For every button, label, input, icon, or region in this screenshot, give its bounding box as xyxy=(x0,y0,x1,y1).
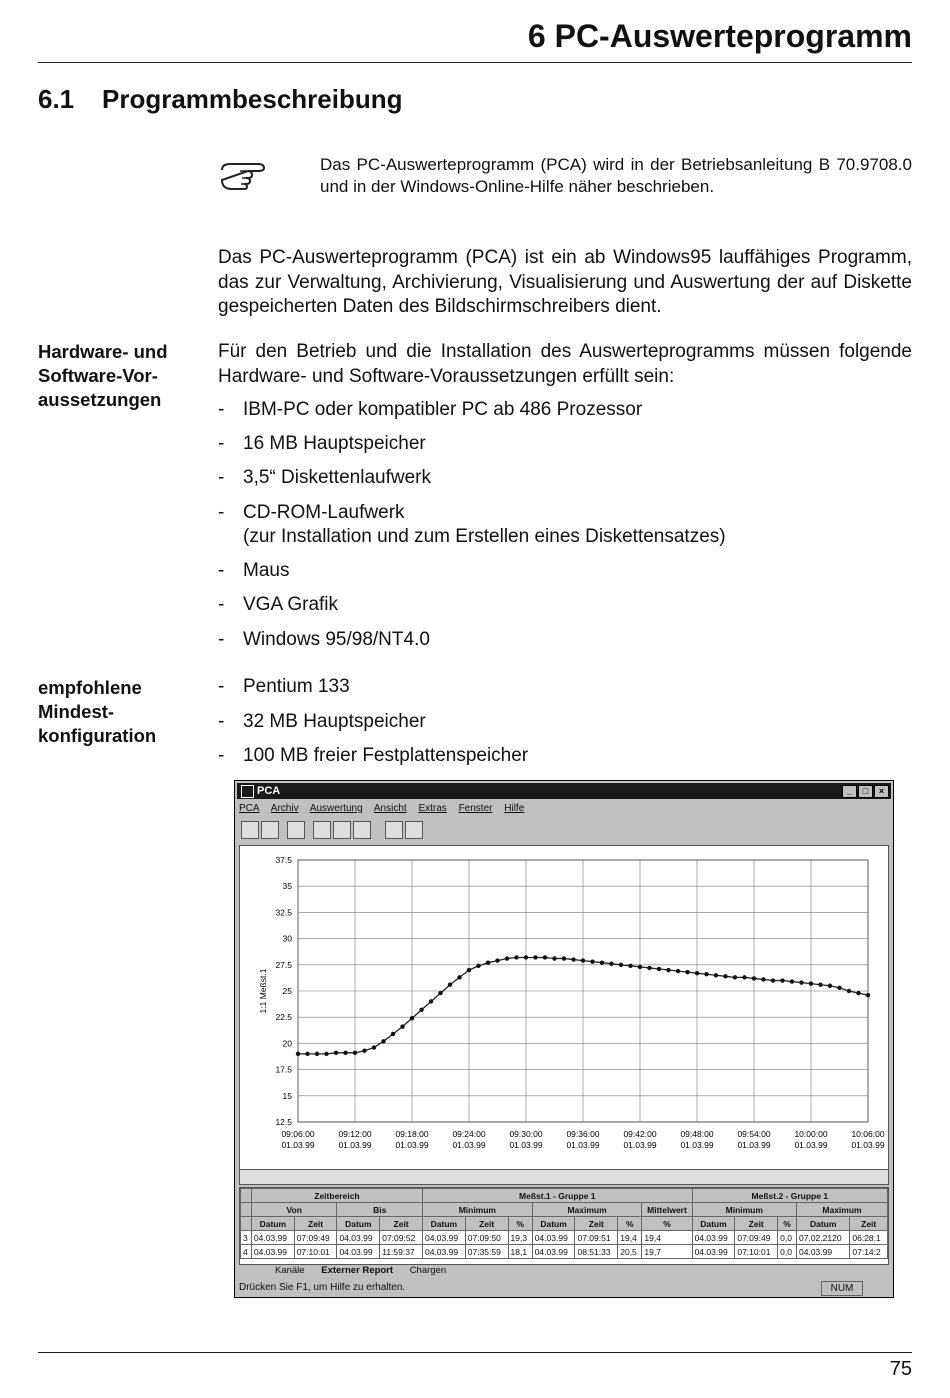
table-cell: 08:51:33 xyxy=(575,1245,618,1259)
table-cell: 07.02.2120 xyxy=(797,1231,850,1245)
data-point xyxy=(733,975,737,979)
table-cell: 07:09:50 xyxy=(465,1231,508,1245)
data-point xyxy=(685,970,689,974)
list-item: - Maus xyxy=(218,560,290,581)
table-cell: 04.03.99 xyxy=(532,1245,575,1259)
x-tick-date: 01.03.99 xyxy=(794,1140,828,1150)
table-cell: 04.03.99 xyxy=(251,1231,294,1245)
x-tick-date: 01.03.99 xyxy=(566,1140,600,1150)
chapter-title: 6 PC-Auswerteprogramm xyxy=(527,18,912,54)
table-cell: Maximum xyxy=(532,1203,642,1217)
data-point xyxy=(818,983,822,987)
report-table xyxy=(239,1187,889,1265)
y-tick-label: 35 xyxy=(282,881,292,892)
toolbar-button[interactable] xyxy=(405,821,423,839)
table-cell: 07:35:59 xyxy=(465,1245,508,1259)
tab-chargen[interactable]: Chargen xyxy=(409,1265,447,1276)
list-item: - VGA Grafik xyxy=(218,594,339,615)
table-cell xyxy=(241,1217,252,1231)
note-text: Das PC-Auswerteprogramm (PCA) wird in der Betriebsanleitung B 70.9708.0 und in der Windows-Online-Hilfe näher beschrieben. xyxy=(320,155,912,196)
data-point xyxy=(837,986,841,990)
section-number: 6.1 xyxy=(38,84,75,114)
x-tick-time: 09:48:00 xyxy=(680,1129,714,1139)
data-point xyxy=(866,993,870,997)
menu-extras[interactable]: Extras xyxy=(418,803,447,814)
table-cell: 07:09:49 xyxy=(294,1231,337,1245)
tab-externer-report[interactable]: Externer Report xyxy=(321,1265,394,1276)
data-point xyxy=(543,955,547,959)
table-cell: 04.03.99 xyxy=(532,1231,575,1245)
data-point xyxy=(799,980,803,984)
data-point xyxy=(638,965,642,969)
status-text: Drücken Sie F1, um Hilfe zu erhalten. xyxy=(239,1282,406,1293)
data-point xyxy=(752,976,756,980)
print-icon[interactable] xyxy=(287,821,305,839)
data-point xyxy=(695,971,699,975)
table-cell: Datum xyxy=(337,1217,380,1231)
section-title: Programmbeschreibung xyxy=(102,84,403,114)
status-bar xyxy=(239,1281,887,1295)
x-tick-time: 09:30:00 xyxy=(509,1129,543,1139)
recommended-label-line: konfiguration xyxy=(38,725,157,746)
table-cell: 18,1 xyxy=(508,1245,532,1259)
data-point xyxy=(809,981,813,985)
table-cell: Datum xyxy=(797,1217,850,1231)
num-lock-indicator: NUM xyxy=(821,1281,863,1296)
data-point xyxy=(372,1045,376,1049)
x-tick-time: 09:36:00 xyxy=(566,1129,600,1139)
table-cell: Zeit xyxy=(850,1217,888,1231)
table-cell: 4 xyxy=(241,1245,252,1259)
table-cell: Zeit xyxy=(575,1217,618,1231)
data-point xyxy=(315,1052,319,1056)
data-point xyxy=(429,999,433,1003)
data-point xyxy=(790,979,794,983)
table-cell: Zeit xyxy=(465,1217,508,1231)
list-item: - 16 MB Hauptspeicher xyxy=(218,433,426,454)
table-cell: 07:10:01 xyxy=(294,1245,337,1259)
menu-hilfe[interactable]: Hilfe xyxy=(504,803,525,814)
toolbar-button[interactable] xyxy=(313,821,331,839)
data-point xyxy=(533,955,537,959)
x-tick-date: 01.03.99 xyxy=(737,1140,771,1150)
y-tick-label: 25 xyxy=(282,986,292,996)
table-cell: Meßst.1 - Gruppe 1 xyxy=(422,1189,692,1203)
data-point xyxy=(856,991,860,995)
data-point xyxy=(676,969,680,973)
menu-fenster[interactable]: Fenster xyxy=(458,803,493,814)
y-tick-label: 17.5 xyxy=(275,1064,292,1075)
x-tick-date: 01.03.99 xyxy=(623,1140,657,1150)
data-point xyxy=(362,1049,366,1053)
toolbar-button[interactable] xyxy=(353,821,371,839)
menu-pca[interactable]: PCA xyxy=(239,803,260,814)
table-cell: % xyxy=(508,1217,532,1231)
page-number: 75 xyxy=(889,1358,912,1380)
close-button[interactable]: × xyxy=(874,785,889,798)
data-point xyxy=(324,1052,328,1056)
table-cell: Datum xyxy=(532,1217,575,1231)
table-cell: Minimum xyxy=(692,1203,796,1217)
table-cell: 04.03.99 xyxy=(337,1245,380,1259)
list-item: - Windows 95/98/NT4.0 xyxy=(218,629,430,650)
menu-auswertung[interactable]: Auswertung xyxy=(309,803,363,814)
table-cell: Von xyxy=(251,1203,337,1217)
table-row xyxy=(241,1189,888,1203)
data-point xyxy=(514,955,518,959)
table-cell: 04.03.99 xyxy=(337,1231,380,1245)
y-tick-label: 22.5 xyxy=(275,1012,292,1023)
maximize-button[interactable]: □ xyxy=(858,785,873,798)
table-cell: 04.03.99 xyxy=(422,1231,465,1245)
table-cell: 04.03.99 xyxy=(422,1245,465,1259)
data-point xyxy=(495,958,499,962)
data-point xyxy=(628,964,632,968)
data-point xyxy=(590,959,594,963)
data-point xyxy=(771,978,775,982)
hardware-label-line: aussetzungen xyxy=(38,389,162,410)
data-point xyxy=(448,983,452,987)
table-cell: 04.03.99 xyxy=(797,1245,850,1259)
table-cell: 04.03.99 xyxy=(251,1245,294,1259)
x-tick-time: 09:42:00 xyxy=(623,1129,657,1139)
table-cell: 07:09:49 xyxy=(735,1231,778,1245)
data-point xyxy=(581,958,585,962)
tab-kanaele[interactable]: Kanäle xyxy=(275,1265,305,1276)
menu-archiv[interactable]: Archiv xyxy=(270,803,299,814)
list-item: - 3,5“ Diskettenlaufwerk xyxy=(218,467,431,488)
y-tick-label: 30 xyxy=(282,933,292,944)
table-cell xyxy=(241,1189,252,1203)
hardware-label-line: Hardware- und xyxy=(38,341,168,362)
table-cell: 06:28:1 xyxy=(850,1231,888,1245)
recommended-label xyxy=(38,676,198,748)
table-cell: Minimum xyxy=(422,1203,532,1217)
recommended-label-line: Mindest- xyxy=(38,701,115,722)
menu-ansicht[interactable]: Ansicht xyxy=(373,803,407,814)
data-point xyxy=(828,984,832,988)
hardware-label-line: Software-Vor- xyxy=(38,365,158,386)
table-cell: 07:09:52 xyxy=(380,1231,423,1245)
table-cell: Zeit xyxy=(735,1217,778,1231)
table-cell: 0,0 xyxy=(778,1231,797,1245)
list-item: - CD-ROM-Laufwerk (zur Installation und zum Erstellen eines Diskettensatzes) xyxy=(218,502,726,547)
table-cell: 3 xyxy=(241,1231,252,1245)
table-cell: 19,4 xyxy=(642,1231,692,1245)
y-tick-label: 27.5 xyxy=(275,959,292,970)
table-cell: Datum xyxy=(692,1217,735,1231)
data-point xyxy=(647,966,651,970)
table-cell: Zeitbereich xyxy=(251,1189,422,1203)
temperature-chart xyxy=(239,845,889,1177)
x-tick-time: 10:06:00 xyxy=(851,1129,885,1139)
section-heading xyxy=(38,84,403,115)
data-point xyxy=(419,1008,423,1012)
data-point xyxy=(723,974,727,978)
x-tick-date: 01.03.99 xyxy=(851,1140,885,1150)
toolbar-button[interactable] xyxy=(333,821,351,839)
intro-paragraph: Das PC-Auswerteprogramm (PCA) ist ein ab Windows95 lauffähiges Programm, das zur Verwaltung, Archivierung, Visualisierung und Auswertung der auf Diskette gespeicherten Daten des Bildschirmschreibers dient. xyxy=(218,247,912,317)
table-cell: Mittelwert xyxy=(642,1203,692,1217)
table-cell: 07:09:51 xyxy=(575,1231,618,1245)
minimize-button[interactable]: _ xyxy=(842,785,857,798)
data-point xyxy=(780,978,784,982)
table-cell xyxy=(241,1203,252,1217)
data-point xyxy=(657,967,661,971)
data-point xyxy=(381,1039,385,1043)
data-point xyxy=(343,1051,347,1055)
table-cell: 04.03.99 xyxy=(692,1231,735,1245)
app-icon xyxy=(241,785,254,798)
table-cell: 19,7 xyxy=(642,1245,692,1259)
table-cell: 20,5 xyxy=(618,1245,642,1259)
hardware-label xyxy=(38,340,198,412)
x-tick-date: 01.03.99 xyxy=(338,1140,372,1150)
x-tick-date: 01.03.99 xyxy=(395,1140,429,1150)
hardware-paragraph: Für den Betrieb und die Installation des Auswerteprogramms müssen folgende Hardware- und Software-Voraussetzungen erfüllt sein: xyxy=(218,341,912,387)
table-cell: % xyxy=(778,1217,797,1231)
data-point xyxy=(524,955,528,959)
table-row xyxy=(241,1231,888,1245)
data-point xyxy=(742,975,746,979)
data-point xyxy=(353,1051,357,1055)
table-row xyxy=(241,1203,888,1217)
data-point xyxy=(562,956,566,960)
y-tick-label: 20 xyxy=(282,1038,292,1049)
table-row xyxy=(241,1217,888,1231)
data-point xyxy=(438,991,442,995)
table-cell: Maximum xyxy=(797,1203,888,1217)
menu-bar xyxy=(239,801,889,817)
table-cell: 04.03.99 xyxy=(692,1245,735,1259)
table-cell: 19,3 xyxy=(508,1231,532,1245)
x-tick-date: 01.03.99 xyxy=(680,1140,714,1150)
toolbar-button[interactable] xyxy=(261,821,279,839)
y-tick-label: 15 xyxy=(282,1090,292,1101)
x-tick-time: 09:18:00 xyxy=(395,1129,429,1139)
data-point xyxy=(704,972,708,976)
x-tick-time: 09:06:00 xyxy=(281,1129,315,1139)
x-tick-time: 09:24:00 xyxy=(452,1129,486,1139)
data-point xyxy=(457,975,461,979)
table-row xyxy=(241,1245,888,1259)
data-point xyxy=(600,961,604,965)
footer-rule xyxy=(38,1352,912,1353)
table-cell: Bis xyxy=(337,1203,423,1217)
list-item: - Pentium 133 xyxy=(218,676,350,697)
x-tick-date: 01.03.99 xyxy=(452,1140,486,1150)
table-cell: 07:14:2 xyxy=(850,1245,888,1259)
data-point xyxy=(552,956,556,960)
list-item: - 32 MB Hauptspeicher xyxy=(218,711,426,732)
table-cell: 0,0 xyxy=(778,1245,797,1259)
x-tick-time: 10:00:00 xyxy=(794,1129,828,1139)
header-rule xyxy=(38,62,912,63)
x-tick-time: 09:54:00 xyxy=(737,1129,771,1139)
data-point xyxy=(467,968,471,972)
table-cell: Meßst.2 - Gruppe 1 xyxy=(692,1189,887,1203)
data-point xyxy=(666,968,670,972)
data-point xyxy=(486,961,490,965)
table-cell: 07:10:01 xyxy=(735,1245,778,1259)
data-point xyxy=(619,963,623,967)
data-point xyxy=(505,956,509,960)
recommended-label-line: empfohlene xyxy=(38,677,142,698)
data-point xyxy=(571,957,575,961)
data-point xyxy=(714,973,718,977)
pointing-hand-icon xyxy=(218,156,270,192)
data-point xyxy=(847,989,851,993)
y-tick-label: 37.5 xyxy=(275,855,292,865)
x-tick-time: 09:12:00 xyxy=(338,1129,372,1139)
x-tick-date: 01.03.99 xyxy=(281,1140,315,1150)
pca-window xyxy=(234,780,894,1298)
toolbar-button[interactable] xyxy=(241,821,259,839)
table-cell: 11:59:37 xyxy=(380,1245,423,1259)
x-tick-date: 01.03.99 xyxy=(509,1140,543,1150)
y-tick-label: 32.5 xyxy=(275,907,292,918)
data-point xyxy=(296,1052,300,1056)
data-point xyxy=(334,1051,338,1055)
table-cell: Zeit xyxy=(380,1217,423,1231)
data-point xyxy=(609,962,613,966)
table-cell: Datum xyxy=(251,1217,294,1231)
data-point xyxy=(305,1052,309,1056)
y-axis-label: 1:1 Meßst.1 xyxy=(258,968,268,1014)
data-point xyxy=(400,1024,404,1028)
table-cell: % xyxy=(618,1217,642,1231)
data-point xyxy=(410,1016,414,1020)
table-cell: Zeit xyxy=(294,1217,337,1231)
data-point xyxy=(761,977,765,981)
window-titlebar xyxy=(237,783,891,799)
table-cell: 19,4 xyxy=(618,1231,642,1245)
data-point xyxy=(476,964,480,968)
table-cell: % xyxy=(642,1217,692,1231)
table-cell: Datum xyxy=(422,1217,465,1231)
list-item: - 100 MB freier Festplattenspeicher xyxy=(218,745,529,766)
window-title: PCA xyxy=(257,785,281,797)
toolbar-button[interactable] xyxy=(385,821,403,839)
y-tick-label: 12.5 xyxy=(275,1117,292,1127)
list-item: - IBM-PC oder kompatibler PC ab 486 Prozessor xyxy=(218,399,643,420)
sheet-tabs xyxy=(239,1265,887,1279)
chart-scrollbar[interactable] xyxy=(239,1169,889,1185)
data-point xyxy=(391,1032,395,1036)
